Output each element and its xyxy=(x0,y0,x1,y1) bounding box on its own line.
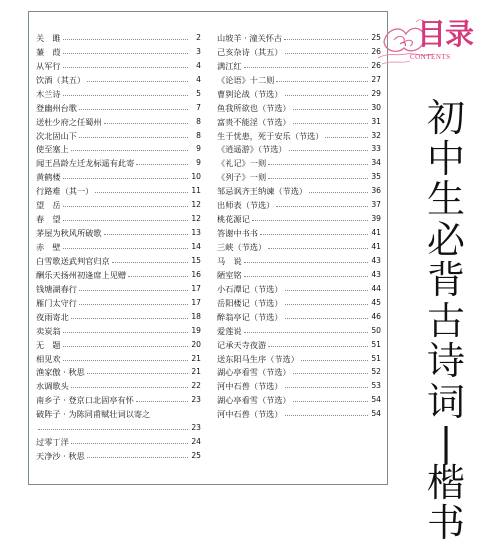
toc-entry-title: 桃花源记 xyxy=(217,214,250,225)
toc-entry-page: 24 xyxy=(191,437,201,447)
toc-entry[interactable] xyxy=(217,168,381,182)
toc-entry-page: 12 xyxy=(191,200,201,210)
toc-entry-page: 21 xyxy=(191,353,201,363)
toc-entry-page: 51 xyxy=(371,353,381,363)
toc-entry-page: 34 xyxy=(371,158,381,168)
toc-leader xyxy=(71,318,188,319)
toc-leader xyxy=(301,360,368,361)
toc-entry[interactable] xyxy=(36,405,201,419)
toc-entry-page: 11 xyxy=(191,186,201,196)
toc-entry-title: 爱莲说 xyxy=(217,325,242,336)
toc-entry[interactable] xyxy=(217,350,381,364)
toc-entry-title: 曹刿论战（节选） xyxy=(217,88,283,99)
toc-entry-title: 《礼记》一则 xyxy=(217,158,267,169)
toc-entry-page: 33 xyxy=(371,144,381,154)
vertical-title-char: 古 xyxy=(426,298,465,343)
toc-entry-page: 13 xyxy=(191,228,201,238)
toc-entry[interactable] xyxy=(36,196,201,210)
vertical-title-char: 词 xyxy=(426,379,465,424)
toc-entry[interactable] xyxy=(36,127,201,141)
toc-entry-title: 小石潭记（节选） xyxy=(217,283,283,294)
toc-entry[interactable] xyxy=(36,210,201,224)
toc-leader xyxy=(79,290,188,291)
toc-leader xyxy=(293,373,368,374)
toc-entry-page: 26 xyxy=(371,60,381,70)
toc-entry-title: 渔家傲 · 秋思 xyxy=(36,367,85,378)
toc-entry[interactable] xyxy=(217,308,381,322)
toc-leader xyxy=(63,67,188,68)
toc-entry[interactable] xyxy=(217,322,381,336)
toc-leader xyxy=(63,95,188,96)
toc-entry-page: 43 xyxy=(371,255,381,265)
toc-leader xyxy=(284,39,368,40)
toc-entry-page: 31 xyxy=(371,116,381,126)
toc-leader xyxy=(71,150,188,151)
vertical-title-char: 诗 xyxy=(426,339,465,383)
toc-entry-title: 三峡（节选） xyxy=(217,242,267,252)
toc-entry-page: 9 xyxy=(196,158,201,168)
toc-entry-page: 41 xyxy=(371,242,381,251)
toc-entry-title: 满江红 xyxy=(217,60,242,71)
toc-entry[interactable] xyxy=(36,322,201,336)
toc-leader xyxy=(244,67,368,68)
toc-entry[interactable] xyxy=(36,224,201,238)
toc-leader xyxy=(244,332,368,333)
toc-entry[interactable] xyxy=(36,391,201,405)
toc-entry[interactable] xyxy=(217,377,381,391)
toc-entry-title: 过零丁洋 xyxy=(36,437,69,448)
toc-entry[interactable] xyxy=(36,168,201,182)
toc-entry-page: 50 xyxy=(371,325,381,335)
toc-entry-title: 水调歌头 xyxy=(36,381,69,392)
toc-entry[interactable] xyxy=(36,154,201,168)
toc-leader xyxy=(268,178,368,179)
toc-entry-page: 23 xyxy=(191,395,201,405)
toc-entry-title: 富贵不能淫（节选） xyxy=(217,116,291,127)
toc-entry[interactable] xyxy=(36,57,201,71)
toc-entry-title: 春 望 xyxy=(36,214,61,225)
toc-entry[interactable] xyxy=(36,447,201,461)
toc-leader xyxy=(95,192,188,193)
vertical-title-char: 书 xyxy=(426,501,465,545)
toc-entry-page: 9 xyxy=(196,144,201,154)
toc-entry-title: 《列子》一则 xyxy=(217,172,267,183)
toc-entry[interactable] xyxy=(217,238,381,252)
toc-leader xyxy=(79,137,188,138)
toc-leader xyxy=(289,150,368,151)
toc-entry-title: 《论语》十二则 xyxy=(217,74,275,85)
toc-entry-page: 14 xyxy=(191,242,201,251)
toc-entry-title: 湖心亭看雪（节选） xyxy=(217,395,291,406)
toc-entry-page: 37 xyxy=(371,200,381,210)
toc-entry-title: 夜雨寄北 xyxy=(36,311,69,322)
heading-lu: 录 xyxy=(445,17,474,51)
vertical-title xyxy=(424,98,468,544)
toc-entry-title: 鱼我所欲也（节选） xyxy=(217,102,291,113)
toc-entry-page: 23 xyxy=(191,423,201,433)
toc-leader xyxy=(71,387,188,388)
toc-leader xyxy=(87,373,188,374)
toc-entry-page: 54 xyxy=(371,395,381,405)
toc-entry-title: 酬乐天扬州初逢席上见赠 xyxy=(36,269,127,280)
toc-leader xyxy=(87,81,188,82)
toc-entry-title: 陋室铭 xyxy=(217,269,242,280)
toc-leader xyxy=(63,332,188,333)
toc-entry[interactable] xyxy=(217,154,381,168)
toc-entry-page: 5 xyxy=(196,88,201,98)
toc-entry-page: 54 xyxy=(371,409,381,419)
toc-leader xyxy=(63,220,188,221)
toc-entry[interactable] xyxy=(217,85,381,99)
toc-entry[interactable] xyxy=(36,85,201,99)
toc-entry-page: 30 xyxy=(371,102,381,112)
toc-leader xyxy=(285,318,368,319)
toc-entry-title: 送杜少府之任蜀州 xyxy=(36,116,102,127)
toc-entry-page: 36 xyxy=(371,186,381,196)
toc-entry-page: 35 xyxy=(371,172,381,182)
vertical-title-char: 初 xyxy=(426,96,465,140)
toc-entry[interactable] xyxy=(217,294,381,308)
toc-entry-page: 7 xyxy=(196,102,201,112)
toc-leader xyxy=(63,178,188,179)
toc-leader xyxy=(71,443,188,444)
toc-entry[interactable] xyxy=(36,29,201,43)
toc-entry[interactable] xyxy=(36,433,201,447)
toc-entry[interactable] xyxy=(217,196,381,210)
toc-entry-page: 4 xyxy=(196,74,201,84)
toc-entry[interactable] xyxy=(217,99,381,113)
toc-entry-page: 15 xyxy=(191,255,201,265)
toc-entry[interactable] xyxy=(36,238,201,252)
toc-entry-page: 25 xyxy=(371,32,381,42)
contents-heading xyxy=(417,18,473,50)
toc-entry-title: 从军行 xyxy=(36,60,61,71)
toc-entry-title: 河中石兽（节选） xyxy=(217,381,283,392)
toc-entry[interactable] xyxy=(36,364,201,378)
toc-entry-title: 茅屋为秋风所破歌 xyxy=(36,228,102,239)
toc-entry-title: 醉翁亭记（节选） xyxy=(217,311,283,322)
toc-entry[interactable] xyxy=(217,210,381,224)
toc-entry-title: 木兰诗 xyxy=(36,88,61,99)
toc-leader xyxy=(63,39,188,40)
toc-entry-page: 21 xyxy=(191,367,201,377)
toc-leader xyxy=(325,137,368,138)
toc-entry[interactable] xyxy=(217,280,381,294)
toc-entry[interactable] xyxy=(217,224,381,238)
toc-leader xyxy=(63,360,188,361)
toc-leader xyxy=(268,346,368,347)
toc-column-right xyxy=(217,29,381,419)
toc-leader xyxy=(309,192,368,193)
toc-leader xyxy=(293,109,368,110)
toc-entry[interactable] xyxy=(36,141,201,155)
toc-entry-title: 使至塞上 xyxy=(36,144,69,155)
toc-leader xyxy=(63,248,188,249)
toc-entry[interactable] xyxy=(217,127,381,141)
toc-leader xyxy=(285,53,368,54)
toc-entry[interactable] xyxy=(217,252,381,266)
toc-entry-page: 53 xyxy=(371,381,381,391)
toc-leader xyxy=(276,81,368,82)
toc-entry-title: 破阵子 · 为陈同甫赋壮词以寄之 xyxy=(36,409,151,420)
toc-entry-title: 行路难（其一） xyxy=(36,186,94,197)
vertical-title-char: 必 xyxy=(426,217,465,262)
toc-leader xyxy=(104,234,188,235)
toc-entry[interactable] xyxy=(217,141,381,155)
toc-entry[interactable] xyxy=(36,252,201,266)
toc-leader xyxy=(112,262,188,263)
toc-entry[interactable] xyxy=(217,391,381,405)
toc-entry-title: 饮酒（其五） xyxy=(36,74,86,85)
toc-entry[interactable] xyxy=(36,113,201,127)
toc-entry-title: 湖心亭看雪（节选） xyxy=(217,367,291,378)
toc-entry-page: 22 xyxy=(191,381,201,391)
toc-entry-page: 19 xyxy=(191,325,201,335)
toc-entry[interactable] xyxy=(217,113,381,127)
toc-entry[interactable] xyxy=(36,280,201,294)
toc-entry[interactable] xyxy=(36,266,201,280)
toc-entry-page: 8 xyxy=(196,116,201,126)
toc-entry-title: 马 说 xyxy=(217,255,242,266)
toc-entry[interactable] xyxy=(217,71,381,85)
toc-entry-page: 29 xyxy=(371,88,381,98)
toc-entry-page: 18 xyxy=(191,311,201,321)
toc-entry-page: 12 xyxy=(191,214,201,224)
toc-entry-page: 43 xyxy=(371,269,381,279)
toc-entry-title: 《逍遥游》（节选） xyxy=(217,144,287,155)
toc-entry-page: 32 xyxy=(371,130,381,140)
toc-entry[interactable] xyxy=(36,99,201,113)
toc-entry[interactable] xyxy=(36,350,201,364)
toc-entry-title: 生于忧患，死于安乐（节选） xyxy=(217,130,324,141)
toc-entry-title: 送东阳马生序（节选） xyxy=(217,353,299,364)
toc-leader xyxy=(268,164,368,165)
toc-leader xyxy=(260,234,368,235)
toc-entry[interactable] xyxy=(217,266,381,280)
contents-label: CONTENTS xyxy=(410,53,451,61)
heading-mu: 目 xyxy=(417,17,446,51)
toc-entry-page: 26 xyxy=(371,46,381,56)
toc-entry-page: 20 xyxy=(191,339,201,349)
toc-leader xyxy=(63,346,188,347)
toc-leader xyxy=(285,387,368,388)
toc-frame xyxy=(28,11,388,485)
toc-leader xyxy=(285,290,368,291)
toc-entry-title: 钱塘湖春行 xyxy=(36,283,77,294)
vertical-title-char: | xyxy=(439,420,453,464)
toc-entry[interactable] xyxy=(217,57,381,71)
toc-entry[interactable] xyxy=(36,377,201,391)
toc-entry-title: 河中石兽（节选） xyxy=(217,409,283,420)
toc-entry-page: 44 xyxy=(371,283,381,293)
toc-leader xyxy=(293,401,368,402)
toc-entry-page: 3 xyxy=(196,46,201,56)
toc-entry-title: 赤 壁 xyxy=(36,242,61,252)
toc-entry-page: 10 xyxy=(191,172,201,182)
toc-entry[interactable] xyxy=(217,336,381,350)
vertical-title-char: 楷 xyxy=(426,460,465,505)
toc-entry-page: 4 xyxy=(196,60,201,70)
toc-entry-page: 8 xyxy=(196,130,201,140)
toc-entry-title: 南乡子 · 登京口北固亭有怀 xyxy=(36,395,134,406)
toc-leader xyxy=(104,123,188,124)
toc-entry-title: 天净沙 · 秋思 xyxy=(36,451,85,462)
toc-entry-title: 望 岳 xyxy=(36,200,61,211)
toc-column-left xyxy=(36,29,201,461)
toc-leader xyxy=(38,429,188,430)
toc-entry-page: 17 xyxy=(191,297,201,307)
toc-entry-page: 16 xyxy=(191,269,201,279)
toc-leader xyxy=(79,109,188,110)
toc-entry-title: 山坡羊 · 潼关怀古 xyxy=(217,32,283,43)
toc-leader xyxy=(136,401,188,402)
toc-entry[interactable] xyxy=(217,43,381,57)
vertical-title-char: 中 xyxy=(426,136,465,181)
toc-entry-page: 39 xyxy=(371,214,381,224)
toc-entry[interactable] xyxy=(36,294,201,308)
toc-leader xyxy=(244,262,368,263)
toc-entry[interactable] xyxy=(36,43,201,57)
toc-leader xyxy=(276,206,368,207)
toc-entry-title: 登幽州台歌 xyxy=(36,102,77,113)
toc-entry[interactable] xyxy=(36,182,201,196)
toc-leader xyxy=(285,95,368,96)
toc-entry-page: 27 xyxy=(371,74,381,84)
toc-entry-title: 记承天寺夜游 xyxy=(217,339,267,350)
toc-entry-page: 52 xyxy=(371,367,381,377)
toc-entry-title: 白雪歌送武判官归京 xyxy=(36,255,110,266)
toc-entry[interactable] xyxy=(36,419,201,433)
toc-leader xyxy=(285,304,368,305)
toc-entry[interactable] xyxy=(217,364,381,378)
toc-entry-title: 雁门太守行 xyxy=(36,297,77,308)
toc-leader xyxy=(244,276,368,277)
toc-entry-title: 次北固山下 xyxy=(36,130,77,141)
toc-leader xyxy=(79,304,188,305)
toc-entry-page: 25 xyxy=(191,451,201,461)
toc-leader xyxy=(293,123,368,124)
toc-entry-title: 答谢中书书 xyxy=(217,228,258,239)
vertical-title-char: 生 xyxy=(426,177,465,221)
toc-entry-title: 相见欢 xyxy=(36,353,61,364)
toc-entry-page: 46 xyxy=(371,311,381,321)
toc-leader xyxy=(87,457,188,458)
toc-entry-title: 无 题 xyxy=(36,339,61,350)
toc-entry-title: 关 雎 xyxy=(36,32,61,43)
toc-entry[interactable] xyxy=(217,29,381,43)
vertical-title-char: 背 xyxy=(426,258,465,302)
toc-leader xyxy=(268,248,368,249)
toc-entry-title: 邹忌讽齐王纳谏（节选） xyxy=(217,186,308,197)
toc-entry-page: 45 xyxy=(371,297,381,307)
toc-entry[interactable] xyxy=(36,308,201,322)
toc-leader xyxy=(63,206,188,207)
toc-entry-title: 闻王昌龄左迁龙标遥有此寄 xyxy=(36,158,135,169)
toc-entry[interactable] xyxy=(36,71,201,85)
toc-entry-title: 岳阳楼记（节选） xyxy=(217,297,283,308)
toc-leader xyxy=(128,276,188,277)
toc-leader xyxy=(285,415,368,416)
toc-entry-page: 17 xyxy=(191,283,201,293)
toc-entry-title: 蒹 葭 xyxy=(36,46,61,57)
toc-entry[interactable] xyxy=(217,405,381,419)
toc-entry-title: 己亥杂诗（其五） xyxy=(217,46,283,57)
toc-entry[interactable] xyxy=(36,336,201,350)
toc-entry-title: 黄鹤楼 xyxy=(36,172,61,183)
toc-entry-page: 51 xyxy=(371,339,381,349)
toc-leader xyxy=(252,220,368,221)
toc-entry-title: 卖炭翁 xyxy=(36,325,61,336)
toc-entry-page: 2 xyxy=(196,32,201,42)
toc-entry-title: 出师表（节选） xyxy=(217,200,275,211)
toc-entry[interactable] xyxy=(217,182,381,196)
toc-leader xyxy=(136,164,188,165)
toc-leader xyxy=(63,53,188,54)
toc-entry-page: 41 xyxy=(371,228,381,238)
